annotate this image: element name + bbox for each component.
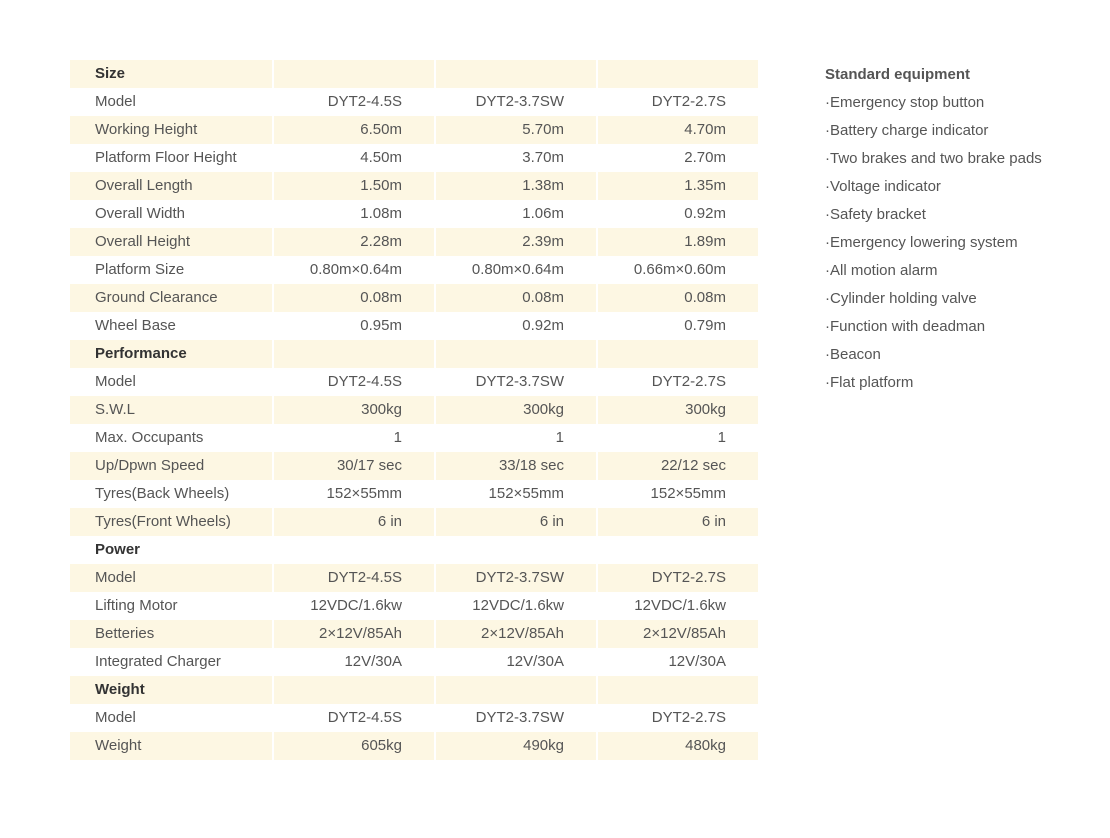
empty-cell (273, 60, 435, 88)
table-row (70, 508, 758, 536)
value-cell: 152×55mm (273, 480, 435, 508)
value-cell: 12VDC/1.6kw (273, 592, 435, 620)
table-row (70, 424, 758, 452)
equipment-item: ·Battery charge indicator (825, 122, 989, 139)
value-cell: 300kg (273, 396, 435, 424)
value-cell: 480kg (597, 732, 758, 760)
value-cell: 6 in (597, 508, 758, 536)
empty-cell (597, 676, 758, 704)
standard-equipment-title: Standard equipment (825, 66, 971, 83)
row-label: Model (95, 709, 136, 726)
row-label: Betteries (70, 620, 273, 648)
value-cell: 1 (435, 424, 597, 452)
value-cell: 152×55mm (597, 480, 758, 508)
row-label: Ground Clearance (70, 284, 273, 312)
value-cell: 0.80m×0.64m (273, 256, 435, 284)
empty-cell (597, 60, 758, 88)
row-label: Working Height (70, 116, 273, 144)
value-cell: 300kg (435, 396, 597, 424)
row-label: Weight (70, 732, 273, 760)
value-cell: 6 in (435, 508, 597, 536)
table-row (70, 704, 758, 732)
row-label: Model (95, 373, 136, 390)
section-header-row (70, 536, 758, 564)
value-cell: 605kg (273, 732, 435, 760)
value-cell: DYT2-3.7SW (435, 88, 597, 116)
value-cell: 1.89m (597, 228, 758, 256)
spec-table (70, 60, 758, 760)
value-cell: DYT2-3.7SW (435, 704, 597, 732)
value-cell: 2×12V/85Ah (435, 620, 597, 648)
value-cell: 33/18 sec (435, 452, 597, 480)
equipment-item: ·Two brakes and two brake pads (825, 150, 1042, 167)
value-cell: 1.50m (273, 172, 435, 200)
value-cell: 1.35m (597, 172, 758, 200)
empty-cell (435, 676, 597, 704)
value-cell: 490kg (435, 732, 597, 760)
equipment-item: ·Voltage indicator (825, 178, 941, 195)
value-cell: 6.50m (273, 116, 435, 144)
value-cell: DYT2-4.5S (273, 704, 435, 732)
empty-cell (435, 60, 597, 88)
table-row (70, 564, 758, 592)
section-title: Power (95, 541, 141, 558)
value-cell: 0.92m (435, 312, 597, 340)
row-label: Overall Height (70, 228, 273, 256)
equipment-item: ·Cylinder holding valve (825, 290, 977, 307)
row-label: Tyres(Front Wheels) (70, 508, 273, 536)
value-cell: 0.79m (597, 312, 758, 340)
section-title: Performance (70, 340, 273, 368)
row-label: Tyres(Back Wheels) (95, 485, 230, 502)
value-cell: DYT2-4.5S (273, 368, 435, 396)
value-cell: 1.08m (273, 200, 435, 228)
value-cell: 0.08m (597, 284, 758, 312)
row-label: Overall Length (70, 172, 273, 200)
spec-table-body (70, 60, 758, 760)
value-cell: DYT2-2.7S (597, 368, 758, 396)
section-header-row (70, 60, 758, 88)
value-cell: 6 in (273, 508, 435, 536)
value-cell: 12V/30A (273, 648, 435, 676)
equipment-item: ·Beacon (825, 346, 881, 363)
value-cell: DYT2-2.7S (597, 564, 758, 592)
table-row (70, 284, 758, 312)
row-label: Overall Width (95, 205, 186, 222)
empty-cell (597, 536, 758, 564)
equipment-item: ·Function with deadman (825, 318, 986, 335)
value-cell: 12VDC/1.6kw (435, 592, 597, 620)
value-cell: 0.66m×0.60m (597, 256, 758, 284)
value-cell: 12V/30A (597, 648, 758, 676)
row-label: Wheel Base (95, 317, 176, 334)
value-cell: DYT2-3.7SW (435, 564, 597, 592)
row-label: Lifting Motor (95, 597, 178, 614)
value-cell: 1.38m (435, 172, 597, 200)
value-cell: DYT2-3.7SW (435, 368, 597, 396)
row-label: Model (95, 93, 136, 110)
value-cell: 152×55mm (435, 480, 597, 508)
value-cell: 1 (597, 424, 758, 452)
row-label: Integrated Charger (95, 653, 221, 670)
section-title: Weight (70, 676, 273, 704)
empty-cell (435, 536, 597, 564)
table-row (70, 312, 758, 340)
standard-equipment-list (825, 89, 1105, 397)
value-cell: 30/17 sec (273, 452, 435, 480)
value-cell: 2.39m (435, 228, 597, 256)
empty-cell (435, 340, 597, 368)
table-row (70, 592, 758, 620)
value-cell: 2×12V/85Ah (597, 620, 758, 648)
table-row (70, 732, 758, 760)
equipment-item: ·Flat platform (825, 374, 914, 391)
value-cell: 2.70m (597, 144, 758, 172)
value-cell: 4.50m (273, 144, 435, 172)
value-cell: 0.95m (273, 312, 435, 340)
value-cell: 0.80m×0.64m (435, 256, 597, 284)
value-cell: DYT2-2.7S (597, 88, 758, 116)
row-label: Model (70, 564, 273, 592)
value-cell: 0.08m (273, 284, 435, 312)
value-cell: 12VDC/1.6kw (597, 592, 758, 620)
value-cell: DYT2-4.5S (273, 88, 435, 116)
equipment-item: ·Emergency lowering system (825, 234, 1018, 251)
row-label: Platform Size (95, 261, 185, 278)
table-row (70, 368, 758, 396)
table-row (70, 480, 758, 508)
table-row (70, 200, 758, 228)
value-cell: 4.70m (597, 116, 758, 144)
value-cell: 0.92m (597, 200, 758, 228)
table-row (70, 228, 758, 256)
table-row (70, 452, 758, 480)
empty-cell (597, 340, 758, 368)
row-label: S.W.L (70, 396, 273, 424)
empty-cell (273, 676, 435, 704)
value-cell: 3.70m (435, 144, 597, 172)
table-row (70, 620, 758, 648)
row-label: Max. Occupants (95, 429, 204, 446)
section-header-row (70, 676, 758, 704)
value-cell: 1 (273, 424, 435, 452)
section-header-row (70, 340, 758, 368)
value-cell: 300kg (597, 396, 758, 424)
value-cell: DYT2-4.5S (273, 564, 435, 592)
empty-cell (273, 536, 435, 564)
standard-equipment-panel (825, 61, 1105, 397)
value-cell: 12V/30A (435, 648, 597, 676)
value-cell: 2.28m (273, 228, 435, 256)
table-row (70, 144, 758, 172)
row-label: Platform Floor Height (95, 149, 237, 166)
table-row (70, 256, 758, 284)
equipment-item: ·Emergency stop button (825, 94, 985, 111)
table-row (70, 396, 758, 424)
value-cell: 1.06m (435, 200, 597, 228)
section-title: Size (70, 60, 273, 88)
table-row (70, 172, 758, 200)
equipment-item: ·All motion alarm (825, 262, 938, 279)
value-cell: 0.08m (435, 284, 597, 312)
value-cell: DYT2-2.7S (597, 704, 758, 732)
table-row (70, 116, 758, 144)
empty-cell (273, 340, 435, 368)
value-cell: 2×12V/85Ah (273, 620, 435, 648)
value-cell: 22/12 sec (597, 452, 758, 480)
equipment-item: ·Safety bracket (825, 206, 926, 223)
table-row (70, 648, 758, 676)
row-label: Up/Dpwn Speed (70, 452, 273, 480)
value-cell: 5.70m (435, 116, 597, 144)
table-row (70, 88, 758, 116)
